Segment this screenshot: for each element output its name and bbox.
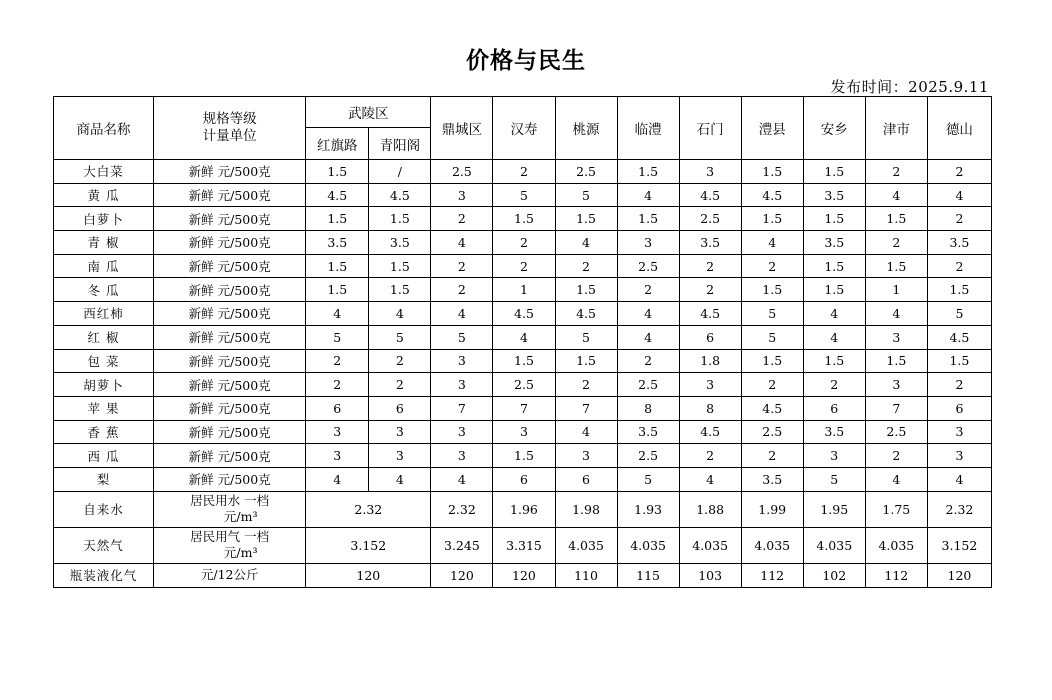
header-wuling: 武陵区: [306, 97, 431, 128]
price-cell: 3: [431, 444, 493, 468]
price-cell: 2: [741, 373, 803, 397]
price-cell: 1.5: [803, 349, 865, 373]
price-cell: 4: [431, 302, 493, 326]
header-row-top: [54, 97, 992, 128]
table-row: [54, 396, 992, 420]
price-cell: 2: [306, 373, 369, 397]
price-cell: 6: [679, 325, 741, 349]
header-spec: [154, 97, 306, 160]
price-cell: 2: [555, 373, 617, 397]
price-cell: 2: [493, 160, 555, 184]
price-cell: 1.5: [865, 254, 927, 278]
price-cell: 5: [431, 325, 493, 349]
price-cell: 1.5: [306, 278, 369, 302]
price-cell: 2: [865, 444, 927, 468]
price-cell: 2: [927, 207, 991, 231]
price-cell: 4.035: [555, 527, 617, 563]
header-district: 桃源: [555, 97, 617, 160]
header-district: 津市: [865, 97, 927, 160]
price-cell: 1: [493, 278, 555, 302]
item-spec-line1: 元/12公斤: [200, 567, 259, 583]
price-cell: 4: [865, 467, 927, 491]
price-cell: 2: [927, 254, 991, 278]
price-cell: 120: [431, 563, 493, 587]
price-cell: 4.5: [679, 420, 741, 444]
table-row: [54, 231, 992, 255]
price-cell: 6: [555, 467, 617, 491]
item-name: 苹 果: [54, 396, 154, 420]
price-cell-wuling: 3.152: [306, 527, 431, 563]
price-cell: 4: [803, 325, 865, 349]
price-cell: 1.99: [741, 491, 803, 527]
price-cell: 3.5: [803, 231, 865, 255]
price-cell: 2: [617, 278, 679, 302]
price-cell: 1.5: [493, 207, 555, 231]
header-spec-line1: 规格等级: [202, 111, 257, 127]
price-cell: 4.5: [679, 183, 741, 207]
price-cell: /: [369, 160, 431, 184]
price-cell: 4: [369, 467, 431, 491]
price-cell: 1.5: [369, 278, 431, 302]
price-cell: 120: [493, 563, 555, 587]
price-cell: 3: [927, 420, 991, 444]
table-body: [54, 160, 992, 588]
price-cell: 3.5: [803, 420, 865, 444]
item-spec: 新鲜 元/500克: [154, 231, 306, 255]
price-cell: 1.5: [865, 207, 927, 231]
price-cell: 4.035: [679, 527, 741, 563]
price-cell: 2: [927, 373, 991, 397]
price-cell: 6: [927, 396, 991, 420]
price-cell-wuling: 120: [306, 563, 431, 587]
item-spec: 新鲜 元/500克: [154, 325, 306, 349]
item-name: 冬 瓜: [54, 278, 154, 302]
price-cell: 115: [617, 563, 679, 587]
page-title: 价格与民生: [466, 48, 586, 74]
item-spec: 新鲜 元/500克: [154, 254, 306, 278]
header-spec-line2: 计量单位: [202, 128, 257, 144]
price-cell: 1.8: [679, 349, 741, 373]
price-cell: 4.035: [865, 527, 927, 563]
item-spec: [154, 527, 306, 563]
price-cell: 5: [741, 325, 803, 349]
price-cell: 2: [927, 160, 991, 184]
price-cell: 2: [493, 231, 555, 255]
price-cell: 4: [617, 325, 679, 349]
item-name: 红 椒: [54, 325, 154, 349]
price-cell: 5: [369, 325, 431, 349]
item-name: 香 蕉: [54, 420, 154, 444]
price-cell: 2: [803, 373, 865, 397]
item-name: 西 瓜: [54, 444, 154, 468]
price-cell: 112: [865, 563, 927, 587]
price-cell: 2.5: [431, 160, 493, 184]
price-cell: 2: [555, 254, 617, 278]
table-row: [54, 160, 992, 184]
price-cell: 2: [369, 373, 431, 397]
table-row: [54, 207, 992, 231]
publish-date: 发布时间：2025.9.11: [830, 78, 989, 96]
price-cell: 2: [741, 254, 803, 278]
price-cell: 120: [927, 563, 991, 587]
price-cell: 7: [431, 396, 493, 420]
item-spec: 新鲜 元/500克: [154, 373, 306, 397]
price-cell: 1.5: [555, 349, 617, 373]
header-district: 澧县: [741, 97, 803, 160]
item-name: 包 菜: [54, 349, 154, 373]
price-cell: 1.75: [865, 491, 927, 527]
price-cell: 1.5: [927, 349, 991, 373]
price-cell: 1.5: [493, 349, 555, 373]
header-district: 安乡: [803, 97, 865, 160]
price-cell: 4.5: [555, 302, 617, 326]
price-cell: 8: [679, 396, 741, 420]
price-cell: 4: [431, 467, 493, 491]
price-cell: 1.88: [679, 491, 741, 527]
price-cell: 1: [865, 278, 927, 302]
table-row: [54, 278, 992, 302]
table-row: [54, 467, 992, 491]
price-cell: 2: [741, 444, 803, 468]
price-cell: 5: [493, 183, 555, 207]
price-cell: 4: [741, 231, 803, 255]
price-cell: 2: [679, 278, 741, 302]
price-cell: 1.5: [741, 160, 803, 184]
item-name: 白萝卜: [54, 207, 154, 231]
price-cell: 2: [865, 231, 927, 255]
price-cell: 1.5: [803, 278, 865, 302]
price-cell: 2.5: [617, 444, 679, 468]
price-cell: 7: [555, 396, 617, 420]
price-cell: 1.5: [617, 160, 679, 184]
price-cell: 3.5: [369, 231, 431, 255]
price-cell: 1.5: [369, 254, 431, 278]
price-cell: 3: [679, 373, 741, 397]
price-cell: 3.5: [617, 420, 679, 444]
price-cell: 2: [431, 254, 493, 278]
item-spec-line1: 居民用水 一档: [190, 493, 270, 509]
price-cell: 7: [865, 396, 927, 420]
price-cell: 8: [617, 396, 679, 420]
item-spec-line2: 元/m³: [223, 545, 258, 561]
price-cell: 1.5: [803, 160, 865, 184]
price-cell: 2: [306, 349, 369, 373]
item-spec: [154, 563, 306, 587]
table-row: [54, 349, 992, 373]
price-cell: 2: [617, 349, 679, 373]
price-cell: 6: [493, 467, 555, 491]
price-cell: 2.5: [617, 373, 679, 397]
price-cell: 4: [679, 467, 741, 491]
item-spec: 新鲜 元/500克: [154, 396, 306, 420]
item-name: 黄 瓜: [54, 183, 154, 207]
price-cell: 2: [679, 444, 741, 468]
price-cell: 3.152: [927, 527, 991, 563]
header-district: 汉寿: [493, 97, 555, 160]
price-cell: 4.5: [679, 302, 741, 326]
price-cell: 2.5: [865, 420, 927, 444]
price-cell: 4: [803, 302, 865, 326]
price-cell: 5: [617, 467, 679, 491]
price-cell: 4: [306, 467, 369, 491]
price-cell: 2: [865, 160, 927, 184]
table-row: [54, 420, 992, 444]
price-cell: 1.5: [555, 278, 617, 302]
price-cell: 3: [306, 444, 369, 468]
price-cell: 1.5: [617, 207, 679, 231]
price-cell: 2: [431, 207, 493, 231]
price-cell: 1.5: [803, 207, 865, 231]
price-cell: 4: [617, 183, 679, 207]
price-cell: 4.5: [741, 183, 803, 207]
price-cell: 2.5: [493, 373, 555, 397]
price-cell: 4.035: [741, 527, 803, 563]
price-cell: 4.5: [306, 183, 369, 207]
price-cell: 4: [927, 467, 991, 491]
price-cell: 4.5: [493, 302, 555, 326]
header-district: 临澧: [617, 97, 679, 160]
table-row: [54, 254, 992, 278]
price-cell: 1.5: [741, 278, 803, 302]
item-spec: 新鲜 元/500克: [154, 278, 306, 302]
price-cell: 2: [493, 254, 555, 278]
price-cell: 112: [741, 563, 803, 587]
price-cell: 3: [617, 231, 679, 255]
price-cell: 3: [555, 444, 617, 468]
price-cell: 3: [927, 444, 991, 468]
table-row: [54, 325, 992, 349]
item-spec: 新鲜 元/500克: [154, 207, 306, 231]
price-cell: 4: [617, 302, 679, 326]
table-row: [54, 444, 992, 468]
item-name: 梨: [54, 467, 154, 491]
price-cell: 3.315: [493, 527, 555, 563]
item-spec: 新鲜 元/500克: [154, 160, 306, 184]
price-cell: 103: [679, 563, 741, 587]
price-cell: 1.5: [306, 160, 369, 184]
price-cell: 102: [803, 563, 865, 587]
price-cell: 3.5: [679, 231, 741, 255]
price-cell: 110: [555, 563, 617, 587]
price-cell: 2.5: [741, 420, 803, 444]
price-cell: 3: [431, 420, 493, 444]
item-name: 南 瓜: [54, 254, 154, 278]
price-cell: 3: [865, 325, 927, 349]
price-table: [53, 96, 992, 588]
price-cell: 4: [369, 302, 431, 326]
table-row: [54, 302, 992, 326]
price-cell: 2.32: [927, 491, 991, 527]
item-spec-line2: 元/m³: [223, 509, 258, 525]
price-cell: 3: [431, 349, 493, 373]
price-cell: 4.5: [741, 396, 803, 420]
price-cell: 3: [369, 420, 431, 444]
price-cell: 6: [369, 396, 431, 420]
price-cell: 2: [431, 278, 493, 302]
price-cell: 1.5: [741, 349, 803, 373]
price-cell: 4.035: [617, 527, 679, 563]
item-name: 瓶装液化气: [54, 563, 154, 587]
price-cell: 3: [865, 373, 927, 397]
price-cell: 1.96: [493, 491, 555, 527]
price-cell: 2.5: [555, 160, 617, 184]
header-wuling-sub: 红旗路: [306, 128, 369, 160]
price-cell: 3: [493, 420, 555, 444]
price-cell: 1.5: [369, 207, 431, 231]
price-cell: 5: [555, 325, 617, 349]
price-cell: 1.5: [555, 207, 617, 231]
item-spec: 新鲜 元/500克: [154, 420, 306, 444]
price-cell: 2: [679, 254, 741, 278]
price-cell: 1.93: [617, 491, 679, 527]
price-cell: 3.5: [741, 467, 803, 491]
price-cell: 5: [927, 302, 991, 326]
item-name: 青 椒: [54, 231, 154, 255]
price-cell: 5: [741, 302, 803, 326]
price-cell: 5: [555, 183, 617, 207]
price-cell: 4: [555, 231, 617, 255]
item-name: 自来水: [54, 491, 154, 527]
header-district: 德山: [927, 97, 991, 160]
price-cell: 5: [803, 467, 865, 491]
price-cell: 2: [369, 349, 431, 373]
price-cell: 3.245: [431, 527, 493, 563]
price-cell: 7: [493, 396, 555, 420]
item-spec: 新鲜 元/500克: [154, 349, 306, 373]
price-cell: 3: [431, 373, 493, 397]
item-name: 西红柿: [54, 302, 154, 326]
price-cell: 4: [927, 183, 991, 207]
price-cell: 4: [555, 420, 617, 444]
price-cell: 3: [369, 444, 431, 468]
header-wuling-sub: 青阳阁: [369, 128, 431, 160]
item-name: 天然气: [54, 527, 154, 563]
price-cell: 1.5: [493, 444, 555, 468]
price-cell: 4: [865, 183, 927, 207]
price-cell: 4: [865, 302, 927, 326]
item-spec: 新鲜 元/500克: [154, 302, 306, 326]
price-cell: 3.5: [927, 231, 991, 255]
price-cell: 3: [803, 444, 865, 468]
price-cell: 3: [679, 160, 741, 184]
price-cell: 5: [306, 325, 369, 349]
table-row: [54, 373, 992, 397]
header-district: 石门: [679, 97, 741, 160]
price-cell: 1.5: [306, 207, 369, 231]
price-cell: 1.5: [803, 254, 865, 278]
table-row: [54, 563, 992, 587]
price-cell: 2.32: [431, 491, 493, 527]
header-name: 商品名称: [54, 97, 154, 160]
price-cell: 4: [493, 325, 555, 349]
table-row: [54, 527, 992, 563]
item-spec: 新鲜 元/500克: [154, 183, 306, 207]
price-cell: 1.98: [555, 491, 617, 527]
price-cell: 1.5: [741, 207, 803, 231]
price-cell: 4: [306, 302, 369, 326]
price-cell: 3: [306, 420, 369, 444]
price-cell: 6: [803, 396, 865, 420]
item-spec-line1: 居民用气 一档: [190, 529, 270, 545]
item-spec: 新鲜 元/500克: [154, 444, 306, 468]
price-cell: 1.5: [927, 278, 991, 302]
price-cell-wuling: 2.32: [306, 491, 431, 527]
price-cell: 1.5: [306, 254, 369, 278]
price-cell: 6: [306, 396, 369, 420]
price-cell: 4.035: [803, 527, 865, 563]
item-spec: 新鲜 元/500克: [154, 467, 306, 491]
price-cell: 4: [431, 231, 493, 255]
price-cell: 2.5: [617, 254, 679, 278]
price-cell: 4.5: [369, 183, 431, 207]
table-row: [54, 491, 992, 527]
item-name: 大白菜: [54, 160, 154, 184]
price-cell: 4.5: [927, 325, 991, 349]
price-cell: 1.5: [865, 349, 927, 373]
header-district: 鼎城区: [431, 97, 493, 160]
price-cell: 3.5: [803, 183, 865, 207]
table-row: [54, 183, 992, 207]
price-cell: 1.95: [803, 491, 865, 527]
price-cell: 3: [431, 183, 493, 207]
price-cell: 2.5: [679, 207, 741, 231]
item-name: 胡萝卜: [54, 373, 154, 397]
price-cell: 3.5: [306, 231, 369, 255]
item-spec: [154, 491, 306, 527]
